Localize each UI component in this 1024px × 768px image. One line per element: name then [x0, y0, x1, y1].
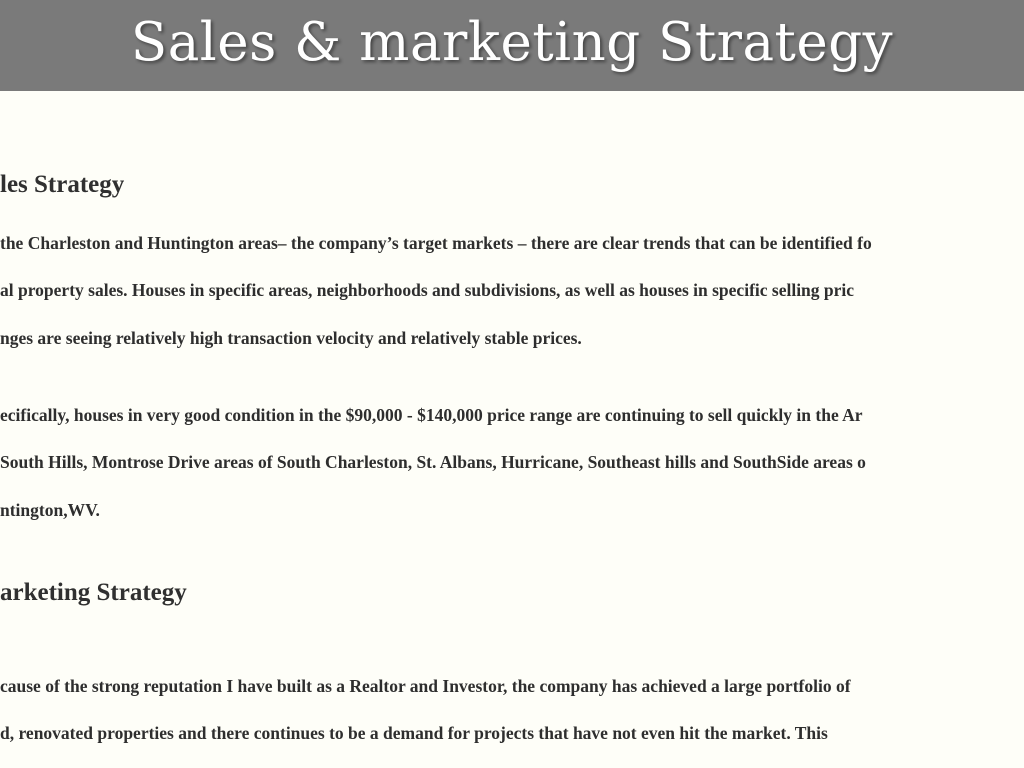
title-bar	[0, 0, 1024, 91]
sales-strategy-heading: les Strategy	[0, 171, 125, 198]
sales-paragraph-line-3: nges are seeing relatively high transaction velocity and relatively stable prices.	[0, 328, 582, 348]
marketing-paragraph-line-2: d, renovated properties and there continues to be a demand for projects that have not even hit the market. This	[0, 723, 828, 743]
sales-paragraph2-line-3: ntington,WV.	[0, 500, 100, 520]
marketing-paragraph-line-1: cause of the strong reputation I have built as a Realtor and Investor, the company has achieved a large portfolio of	[0, 676, 851, 696]
sales-paragraph2-line-1: ecifically, houses in very good condition in the $90,000 - $140,000 price range are continuing to sell quickly in the Ar	[0, 405, 863, 425]
marketing-strategy-heading: arketing Strategy	[0, 579, 187, 606]
slide-title: Sales & marketing Strategy	[130, 12, 894, 73]
sales-paragraph-line-1: the Charleston and Huntington areas– the company’s target markets – there are clear trends that can be identified fo	[0, 233, 872, 253]
sales-paragraph2-line-2: South Hills, Montrose Drive areas of South Charleston, St. Albans, Hurricane, Southeast hills and SouthSide areas o	[0, 452, 866, 472]
sales-paragraph-line-2: al property sales. Houses in specific areas, neighborhoods and subdivisions, as well as houses in specific selling pric	[0, 280, 855, 300]
document-image	[0, 91, 1024, 768]
